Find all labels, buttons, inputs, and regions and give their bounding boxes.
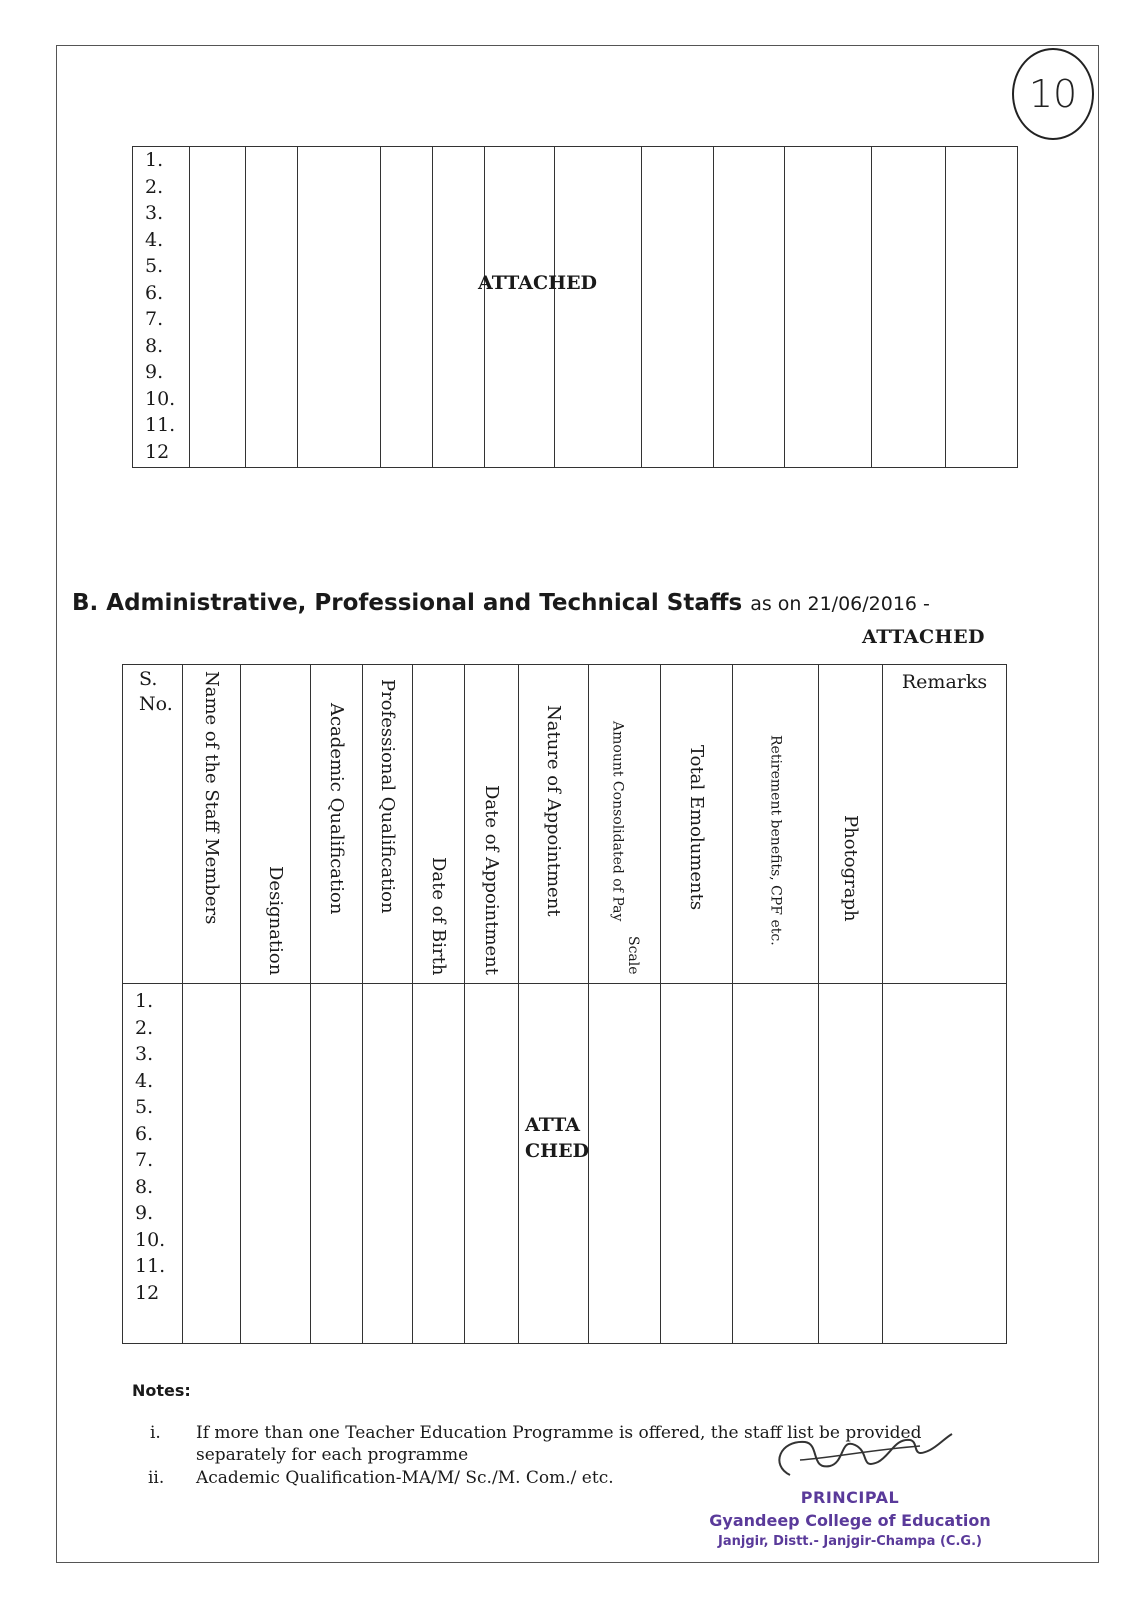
row-numbers: 1. 2. 3. 4. 5. 6. 7. 8. 9. 10. 11. 12 <box>133 147 190 468</box>
header-name: Name of the Staff Members <box>183 665 241 984</box>
header-amount: Amount Consolidated of Pay Scale <box>589 665 661 984</box>
page-number: 10 <box>1012 48 1094 140</box>
header-nature: Nature of Appointment <box>519 665 589 984</box>
header-total: Total Emoluments <box>661 665 733 984</box>
note-num: ii. <box>148 1468 165 1488</box>
principal-stamp: PRINCIPAL Gyandeep College of Education Janjgir, Distt.- Janjgir-Champa (C.G.) <box>709 1488 991 1549</box>
attached-label: ATTACHED <box>478 272 598 294</box>
header-retirement: Retirement benefits, CPF etc. <box>733 665 819 984</box>
header-designation: Designation <box>241 665 311 984</box>
section-b-title: B. Administrative, Professional and Technical Staffs as on 21/06/2016 - <box>72 590 930 616</box>
note-num: i. <box>150 1423 161 1443</box>
note-text: If more than one Teacher Education Programme is offered, the staff list be provided separately for each programme <box>196 1423 922 1465</box>
header-photograph: Photograph <box>819 665 883 984</box>
header-academic: Academic Qualification <box>311 665 363 984</box>
table-header-row <box>123 665 1007 984</box>
note-text: Academic Qualification-MA/M/ Sc./M. Com./ etc. <box>196 1468 614 1488</box>
row-numbers: 1. 2. 3. 4. 5. 6. 7. 8. 9. 10. 11. 12 <box>123 984 183 1344</box>
header-doa: Date of Appointment <box>465 665 519 984</box>
notes-label: Notes: <box>132 1381 191 1400</box>
teaching-staff-table <box>132 146 1018 468</box>
section-b-attached: ATTACHED <box>862 626 986 648</box>
administrative-staff-table <box>122 664 1007 1344</box>
header-remarks: Remarks <box>883 665 1007 984</box>
header-sno: S. No. <box>123 665 183 984</box>
attached-cell: ATTA CHED <box>519 984 589 1344</box>
header-professional: Professional Qualification <box>363 665 413 984</box>
header-dob: Date of Birth <box>413 665 465 984</box>
table-body-row <box>123 984 1007 1344</box>
